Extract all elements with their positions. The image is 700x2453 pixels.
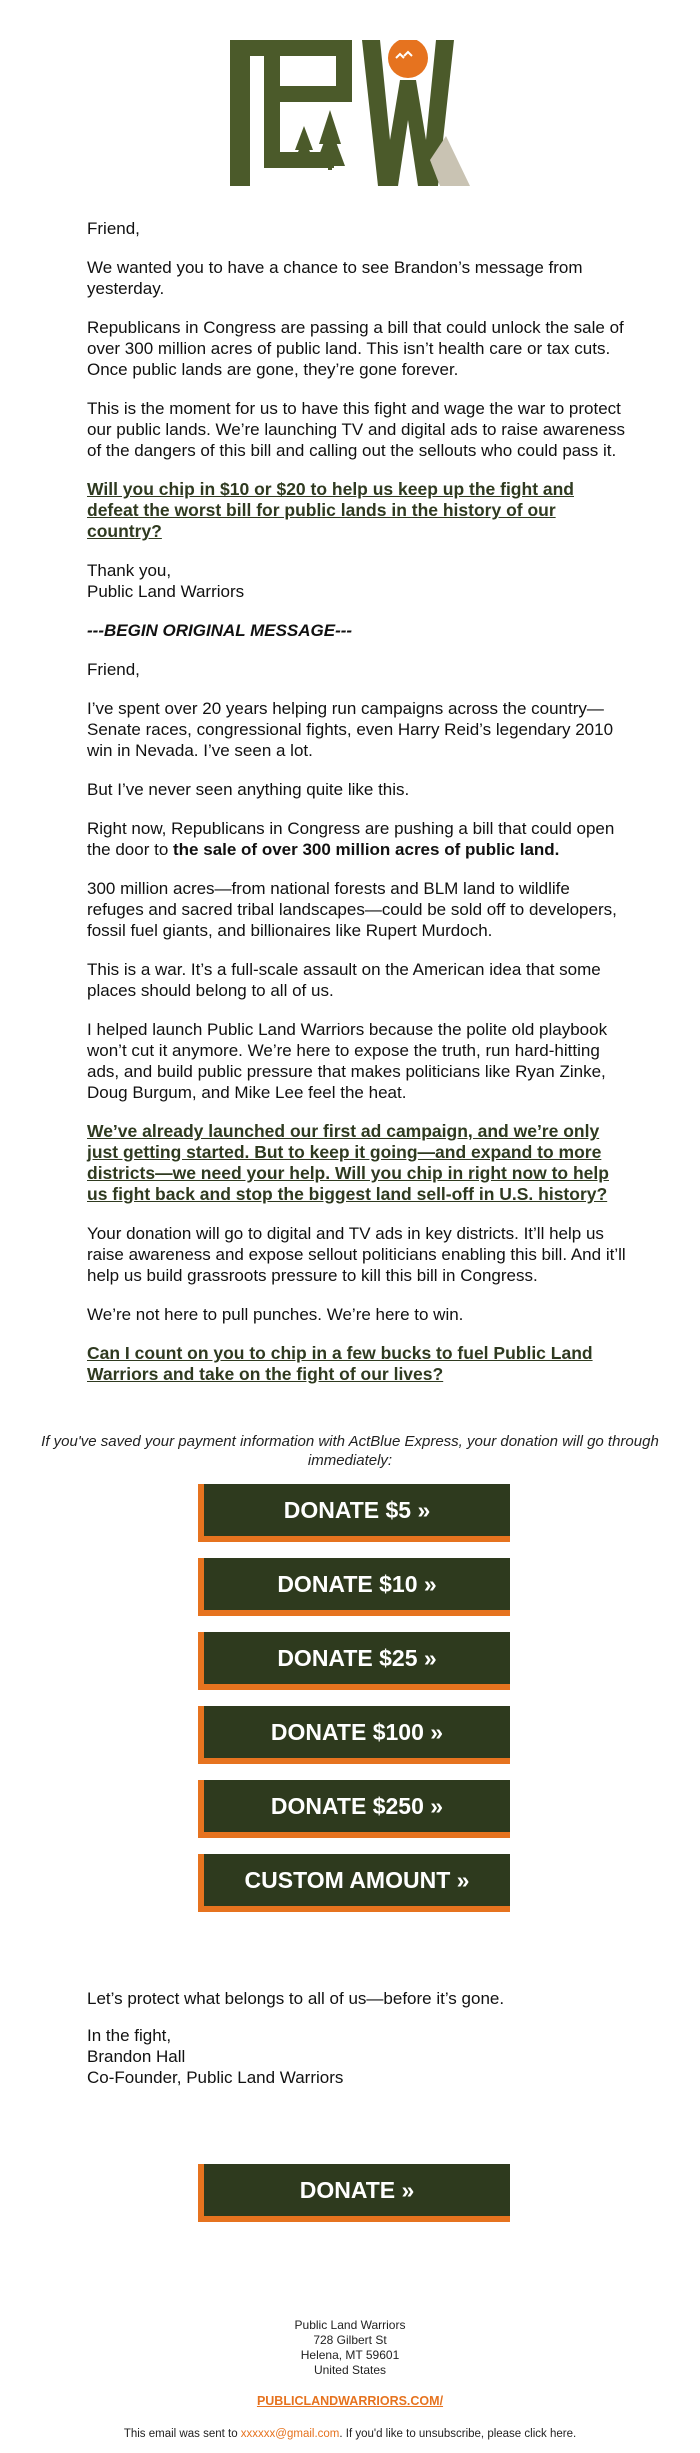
- greeting: Friend,: [87, 219, 140, 238]
- sender: Public Land Warriors: [87, 582, 245, 601]
- paragraph-war: This is a war. It’s a full-scale assault on the American idea that some places should belong to all of us.: [87, 960, 601, 1000]
- paragraph-moment: This is the moment for us to have this fight and wage the war to protect our public lands. We’re launching TV and digital ads to raise awareness of the dangers of this bill and calling out the sellouts who could pass it.: [87, 399, 626, 460]
- unsub-suffix[interactable]: . If you'd like to unsubscribe, please click here.: [339, 2428, 577, 2440]
- public-land-warriors-logo: [230, 40, 470, 186]
- custom-amount-button[interactable]: CUSTOM AMOUNT »: [198, 1854, 510, 1912]
- footer-street: 728 Gilbert St: [313, 2333, 387, 2347]
- footer-country: United States: [313, 2363, 387, 2377]
- signer-title: Co-Founder, Public Land Warriors: [87, 2068, 344, 2087]
- closing: In the fight,: [87, 2026, 172, 2045]
- footer-org: Public Land Warriors: [294, 2318, 406, 2332]
- thanks: Thank you,: [87, 561, 172, 580]
- recipient-email[interactable]: xxxxxx@gmail.com: [240, 2428, 340, 2440]
- begin-original-message: ---BEGIN ORIGINAL MESSAGE---: [87, 621, 353, 640]
- paragraph-never-seen: But I’ve never seen anything quite like this.: [87, 780, 410, 799]
- donate-10-button[interactable]: DONATE $10 »: [198, 1558, 510, 1616]
- actblue-note: If you've saved your payment information with ActBlue Express, your donation will go through immediately:: [41, 1433, 659, 1469]
- cta-link-count-on-you[interactable]: Can I count on you to chip in a few bucks to fuel Public Land Warriors and take on the fight of our lives?: [87, 1343, 593, 1384]
- paragraph-acres: 300 million acres—from national forests and BLM land to wildlife refuges and sacred tribal landscapes—could be sold off to developers, fossil fuel giants, and billionaires like Rupert Murdoch.: [87, 879, 617, 940]
- paragraph-intro: We wanted you to have a chance to see Brandon’s message from yesterday.: [87, 258, 583, 298]
- unsub-prefix: This email was sent to: [123, 2428, 241, 2440]
- signoff-block: [87, 2025, 627, 2088]
- footer: [0, 2318, 700, 2442]
- message-body: [87, 218, 627, 1403]
- paragraph-win: We’re not here to pull punches. We’re here to win.: [87, 1305, 464, 1324]
- footer-site-link[interactable]: PUBLICLANDWARRIORS.COM/: [256, 2394, 444, 2408]
- paragraph-bill: Republicans in Congress are passing a bill that could unlock the sale of over 300 million acres of public land. This isn’t health care or tax cuts. Once public lands are gone, they’re gone forever.: [87, 318, 624, 379]
- paragraph-right-now: [87, 818, 627, 860]
- unsubscribe-line: [0, 2427, 700, 2442]
- right-now-bold: the sale of over 300 million acres of public land.: [173, 840, 560, 859]
- donate-5-button[interactable]: DONATE $5 »: [198, 1484, 510, 1542]
- logo-area: [0, 40, 700, 191]
- right-now-text: Right now, Republicans in Congress are pushing a bill that could open the door to: [87, 819, 615, 859]
- cta-link-ad-campaign[interactable]: We’ve already launched our first ad campaign, and we’re only just getting started. But to keep it going—and expand to more districts—we need your help. Will you chip in right now to help us fight back and stop the biggest land sell-off in U.S. history?: [87, 1121, 609, 1204]
- donate-250-button[interactable]: DONATE $250 »: [198, 1780, 510, 1838]
- donate-100-button[interactable]: DONATE $100 »: [198, 1706, 510, 1764]
- signer-name: Brandon Hall: [87, 2047, 186, 2066]
- footer-city: Helena, MT 59601: [300, 2348, 400, 2362]
- paragraph-launch: I helped launch Public Land Warriors because the polite old playbook won’t cut it anymore. We’re here to expose the truth, run hard-hitting ads, and build public pressure that makes politicians like Ryan Zinke, Doug Burgum, and Mike Lee feel the heat.: [87, 1020, 608, 1102]
- signoff: [87, 1988, 627, 2104]
- signoff-line: Let’s protect what belongs to all of us—before it’s gone.: [87, 1989, 505, 2008]
- paragraph-experience: I’ve spent over 20 years helping run campaigns across the country—Senate races, congressional fights, even Harry Reid’s legendary 2010 win in Nevada. I’ve seen a lot.: [87, 699, 614, 760]
- donate-25-button[interactable]: DONATE $25 »: [198, 1632, 510, 1690]
- final-donate-button[interactable]: DONATE »: [198, 2164, 510, 2222]
- cta-link-chip-in[interactable]: Will you chip in $10 or $20 to help us keep up the fight and defeat the worst bill for public lands in the history of our country?: [87, 479, 574, 541]
- signature-short: [87, 560, 627, 602]
- greeting-original: Friend,: [87, 660, 140, 679]
- paragraph-donation-use: Your donation will go to digital and TV ads in key districts. It’ll help us raise awareness and expose sellout politicians enabling this bill. And it’ll help us build grassroots pressure to kill this bill in Congress.: [87, 1224, 626, 1285]
